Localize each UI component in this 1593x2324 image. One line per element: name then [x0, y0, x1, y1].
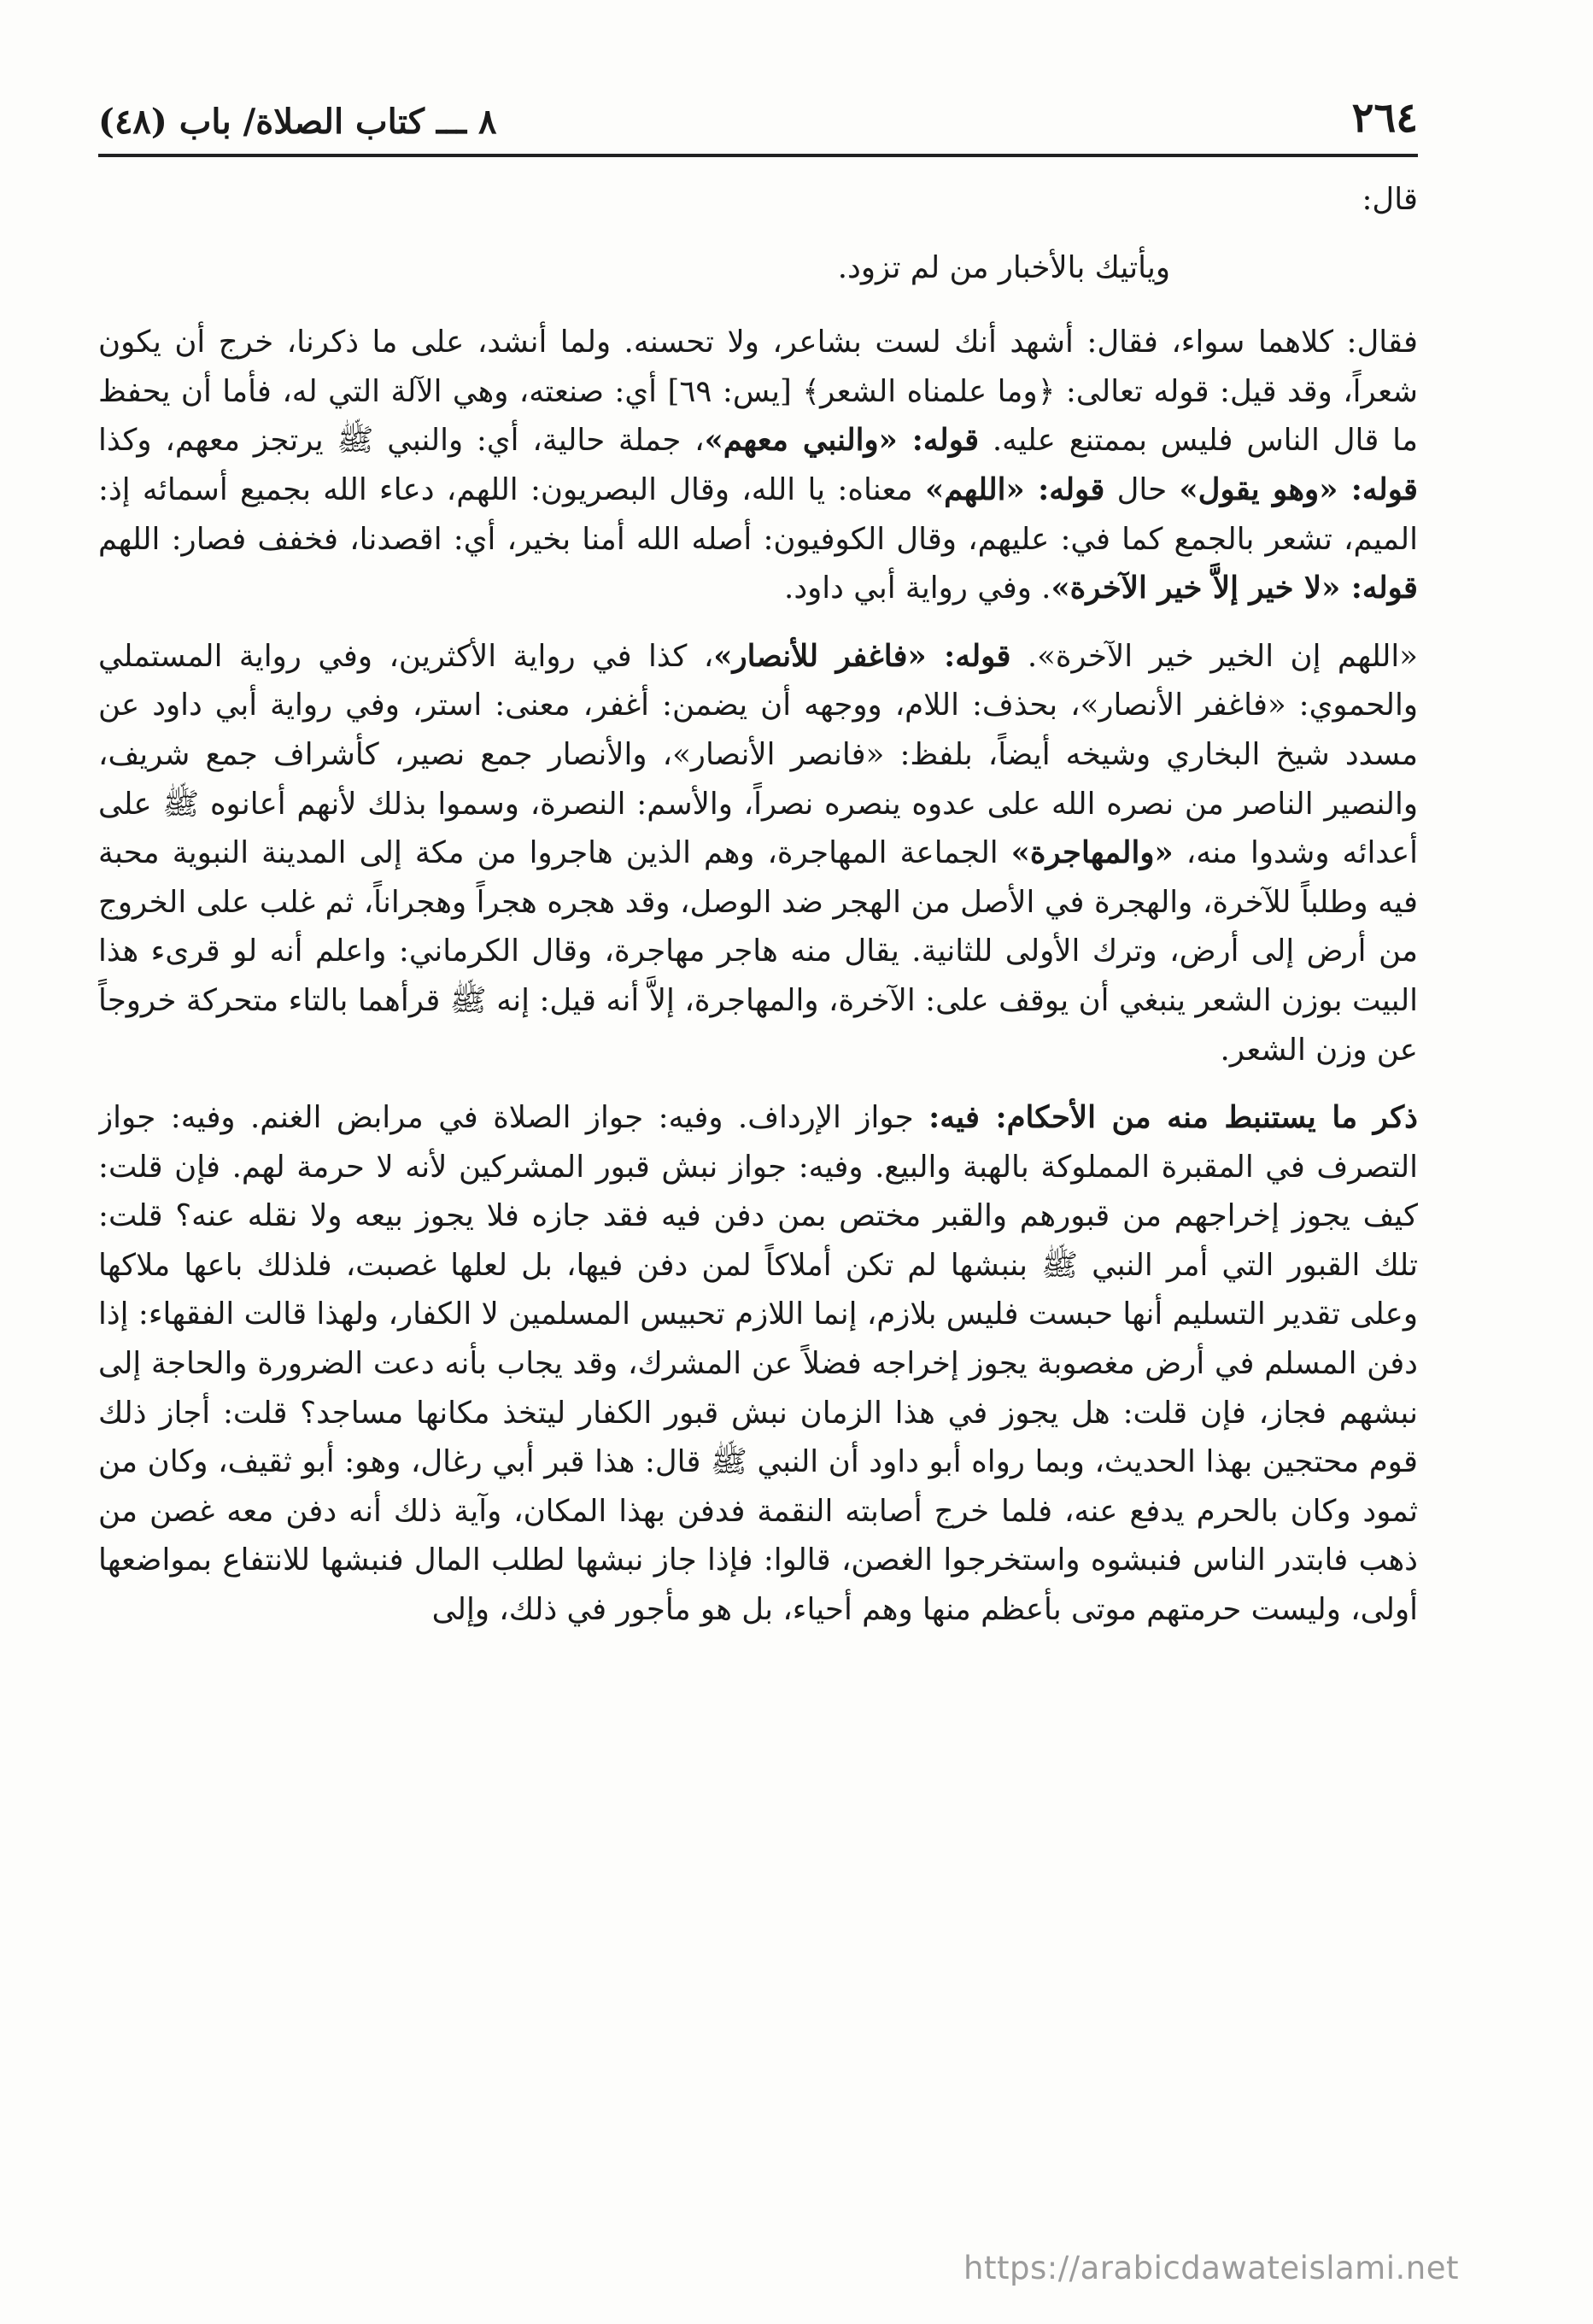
main-text: [98, 175, 1418, 2222]
running-header: [98, 75, 1418, 157]
bold-text-run: ذكر ما يستنبط منه من الأحكام: فيه:: [928, 1100, 1418, 1136]
text-run: ، كذا في رواية الأكثرين، وفي رواية المستملي والحموي: «فاغفر الأنصار»، بحذف: اللام، ووجهه أن يضمن: أغفر، معنى: استر، وفي رواية أبي داود عن مسدد شيخ البخاري وشيخه أيضاً، بلفظ: «فانصر الأنصار»، والأنصار جمع نصير، كأشراف جمع شريف، والنصير الناصر من نصره الله على عدوه ينصره نصراً، والأسم: النصرة، وسموا بذلك لأنهم أعانوه ﷺ على أعدائه وشدوا منه،: [98, 638, 1418, 871]
text-run: معناه: يا الله، وقال البصريون: اللهم، دعاء الله بجميع أسمائه إذ: الميم، تشعر بالجمع كما في: عليهم، وقال الكوفيون: أصله الله أمنا بخير، أي: اقصدنا، فخفف فصار: اللهم: [98, 471, 1418, 557]
text-run: ، جملة حالية، أي: والنبي ﷺ يرتجز معهم، وكذا: [98, 423, 705, 459]
text-run: . وفي رواية أبي داود.: [784, 571, 1051, 606]
paragraph: [98, 632, 1418, 1074]
page-number: ٢٦٤: [1351, 94, 1418, 142]
bold-text-run: قوله: «والنبي معهم»: [704, 423, 980, 459]
bold-text-run: قوله: «اللهم»: [924, 471, 1105, 507]
text-run: فقال: كلاهما سواء، فقال: أشهد أنك لست بشاعر، ولا تحسنه. ولما أنشد، على ما ذكرنا، خرج أن يكون شعراً، وقد قيل: قوله تعالى: ﴿وما علمناه الشعر﴾ [يس: ٦٩] أي: صنعته، وهي الآلة التي له، فأما أن يحفظ ما قال الناس فليس بممتنع عليه.: [98, 325, 1418, 459]
text-run: قال:: [1362, 182, 1418, 217]
paragraph: [98, 175, 1418, 225]
bold-text-run: «والمهاجرة»: [1010, 835, 1174, 871]
text-run: ويأتيك بالأخبار من لم تزود.: [837, 249, 1170, 285]
verse-line: [98, 243, 1418, 293]
paragraph: [98, 1093, 1418, 1635]
watermark-url: https://arabicdawateislami.net: [963, 2250, 1459, 2286]
bold-text-run: قوله: «وهو يقول»: [1179, 471, 1418, 507]
bold-text-run: قوله: «لا خير إلاَّ خير الآخرة»: [1051, 571, 1418, 606]
bold-text-run: قوله: «فاغفر للأنصار»: [713, 638, 1011, 674]
text-run: حال: [1104, 471, 1180, 507]
text-run: الجماعة المهاجرة، وهم الذين هاجروا من مكة إلى المدينة النبوية محبة فيه وطلباً للآخرة، والهجرة في الأصل من الهجر ضد الوصل، وقد هجره هجراً وهجراناً، ثم غلب على الخروج من أرض إلى أرض، وترك الأولى للثانية. يقال منه هاجر مهاجرة، وقال الكرماني: واعلم أنه لو قرىء هذا البيت بوزن الشعر ينبغي أن يوقف على: الآخرة، والمهاجرة، إلاَّ أنه قيل: إنه ﷺ قرأهما بالتاء متحركة خروجاً عن وزن الشعر.: [98, 835, 1418, 1068]
paragraph: [98, 318, 1418, 613]
text-run: «اللهم إن الخير خير الآخرة».: [1010, 638, 1418, 674]
text-run: جواز الإرداف. وفيه: جواز الصلاة في مرابض الغنم. وفيه: جواز التصرف في المقبرة المملوكة بالهبة والبيع. وفيه: جواز نبش قبور المشركين لأنه لا حرمة لهم. فإن قلت: كيف يجوز إخراجهم من قبورهم والقبر مختص بمن دفن فيه فقد جازه فلا يجوز بيعه ولا نقله عنه؟ قلت: تلك القبور التي أمر النبي ﷺ بنبشها لم تكن أملاكاً لمن دفن فيها، بل لعلها غصبت، فلذلك باعها ملاكها وعلى تقدير التسليم أنها حبست فليس بلازم، إنما اللازم تحبيس المسلمين لا الكفار، ولهذا قالت الفقهاء: إذا دفن المسلم في أرض مغصوبة يجوز إخراجه فضلاً عن المشرك، وقد يجاب بأنه دعت الضرورة والحاجة إلى نبشهم فجاز، فإن قلت: هل يجوز في هذا الزمان نبش قبور الكفار ليتخذ مكانها مساجد؟ قلت: أجاز ذلك قوم محتجين بهذا الحديث، وبما رواه أبو داود أن النبي ﷺ قال: هذا قبر أبي رغال، وهو: أبو ثقيف، وكان من ثمود وكان بالحرم يدفع عنه، فلما خرج أصابته النقمة فدفن بهذا المكان، وآية ذلك أنه دفن معه غصن من ذهب فابتدر الناس فنبشوه واستخرجوا الغصن، قالوا: فإذا جاز نبشها لطلب المال فنبشها للانتفاع بمواضعها أولى، وليست حرمتهم موتى بأعظم منها وهم أحياء، بل هو مأجور في ذلك، وإلى: [98, 1100, 1418, 1628]
book-section-title: ٨ ـــ كتاب الصلاة/ باب (٤٨): [98, 102, 497, 142]
